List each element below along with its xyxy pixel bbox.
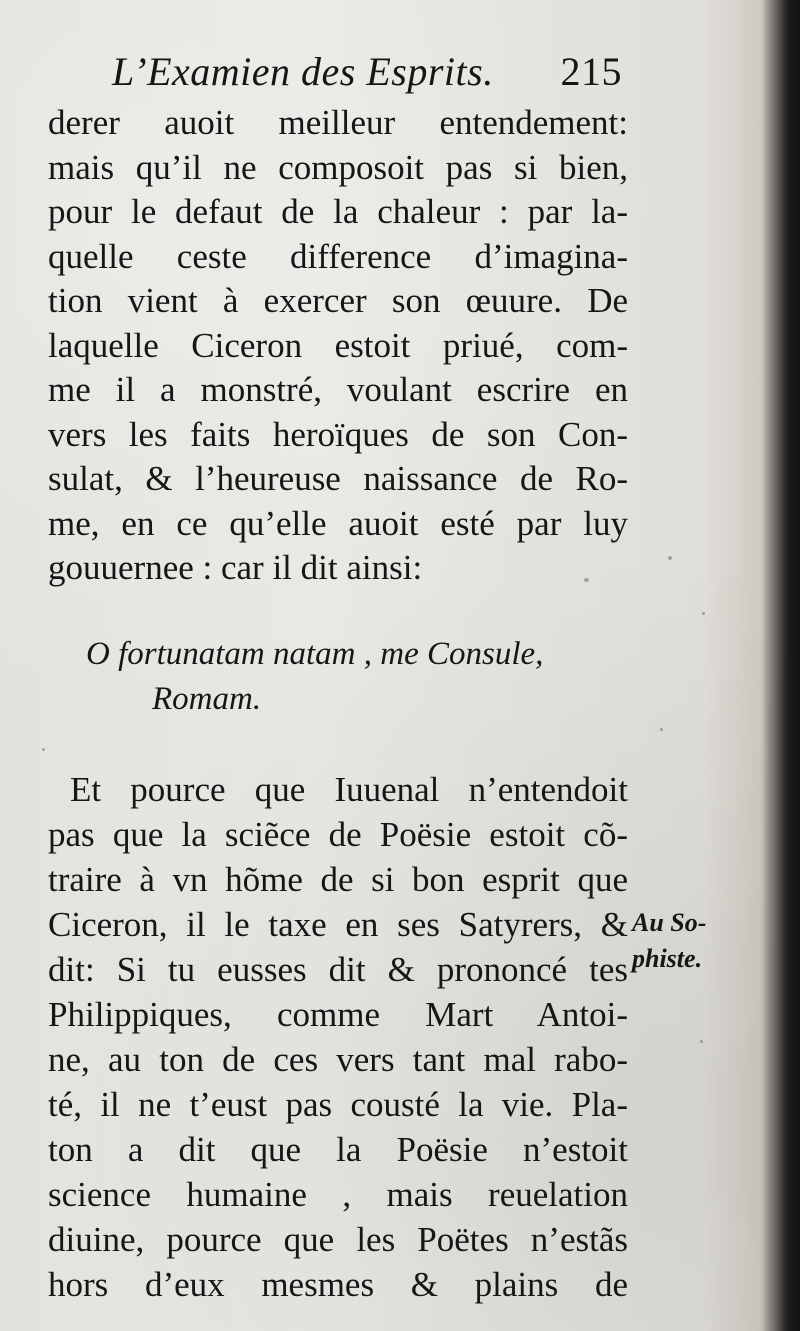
verse-line: O fortunatam natam , me Consule, <box>86 636 544 672</box>
text-line: Philippiques, comme Mart Antoi- <box>48 995 628 1034</box>
running-header <box>112 48 632 100</box>
marginal-note-line: phiste. <box>632 944 703 973</box>
text-line: hors d’eux mesmes & plains de <box>48 1265 628 1304</box>
paper-speck <box>702 612 705 615</box>
binding-gutter-shadow <box>762 0 800 1331</box>
text-line: laquelle Ciceron estoit priué, com- <box>48 325 628 365</box>
paper-speck <box>42 748 45 751</box>
text-line: gouuernee : car il dit ainsi: <box>48 548 423 587</box>
text-line: diuine, pource que les Poëtes n’estãs <box>48 1220 628 1259</box>
text-line: derer auoit meilleur entendement: <box>48 103 628 142</box>
text-line: ton a dit que la Poësie n’estoit <box>48 1130 628 1169</box>
marginal-note-line: Au So- <box>632 908 707 937</box>
latin-verse-quotation <box>86 632 626 721</box>
text-line: té, il ne t’eust pas cousté la vie. Pla- <box>48 1085 628 1124</box>
text-line: pour le defaut de la chaleur : par la- <box>48 192 628 231</box>
running-title: L’Examien des Esprits. <box>112 49 494 94</box>
text-line: Et pource que Iuuenal n’entendoit <box>70 770 628 809</box>
text-line: ne, au ton de ces vers tant mal rabo- <box>48 1040 628 1079</box>
text-line: quelle ceste difference d’imagina- <box>48 236 628 276</box>
text-line: dit: Si tu eusses dit & prononcé tes <box>48 950 628 989</box>
text-line: tion vient à exercer son œuure. De <box>48 281 628 320</box>
text-line: Ciceron, il le taxe en ses Satyrers, & <box>48 905 628 944</box>
paragraph-2 <box>48 768 628 1308</box>
text-line: vers les faits heroïques de son Con- <box>48 414 628 454</box>
text-line: pas que la sciẽce de Poësie estoit cõ- <box>48 815 628 854</box>
paper-speck <box>700 1040 703 1043</box>
text-line: me, en ce qu’elle auoit esté par luy <box>48 503 628 543</box>
text-line: mais qu’il ne composoit pas si bien, <box>48 147 628 187</box>
text-line: sulat, & l’heureuse naissance de Ro- <box>48 459 628 498</box>
marginal-note <box>632 905 752 977</box>
paper-speck <box>660 728 663 731</box>
verse-line: Romam. <box>152 680 262 717</box>
text-line: science humaine , mais reuelation <box>48 1175 628 1214</box>
text-line: me il a monstré, voulant escrire en <box>48 370 628 409</box>
text-line: traire à vn hõme de si bon esprit que <box>48 860 628 899</box>
page-number: 215 <box>560 49 622 94</box>
paper-speck <box>668 556 672 560</box>
paragraph-1 <box>48 101 628 591</box>
